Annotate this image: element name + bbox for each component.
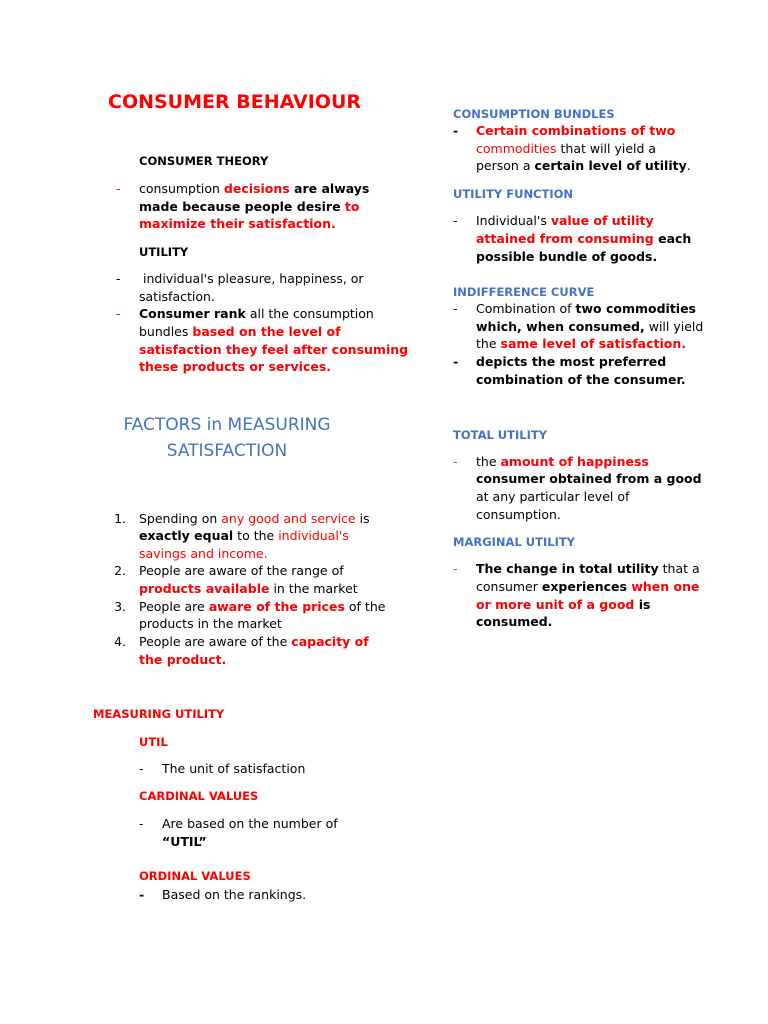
bullet-dash: -	[453, 561, 458, 576]
factor-3-line-1: People are aware of the prices of the	[139, 599, 386, 614]
bullet-dash: -	[453, 301, 458, 316]
factors-heading	[77, 412, 377, 464]
list-number: 3.	[114, 599, 126, 614]
total-utility-line-3: at any particular level of	[476, 489, 630, 504]
factor-1-line-2: exactly equal to the individual's	[139, 528, 349, 543]
list-number: 1.	[114, 511, 126, 526]
indifference-bullet-2-line-1: depicts the most preferred	[476, 354, 667, 369]
util-heading: UTIL	[139, 735, 168, 749]
utility-function-heading: UTILITY FUNCTION	[453, 187, 574, 201]
marginal-utility-heading: MARGINAL UTILITY	[453, 535, 576, 549]
bullet-dash: -	[116, 181, 121, 196]
cardinal-line-1: Are based on the number of	[162, 816, 338, 831]
indifference-curve-heading: INDIFFERENCE CURVE	[453, 285, 595, 299]
utility-bullet-2-line-2: bundles based on the level of	[139, 324, 341, 339]
factor-1-line-1: Spending on any good and service is	[139, 511, 370, 526]
utility-bullet-1-line-1: individual's pleasure, happiness, or	[143, 271, 364, 286]
bundles-line-1: Certain combinations of two	[476, 123, 676, 138]
utility-function-line-2: attained from consuming each	[476, 231, 692, 246]
utility-function-line-1: Individual's value of utility	[476, 213, 654, 228]
marginal-utility-line-1: The change in total utility that a	[476, 561, 700, 576]
ordinal-text: Based on the rankings.	[162, 887, 307, 902]
marginal-utility-line-3: or more unit of a good is	[476, 597, 651, 612]
bullet-dash: -	[453, 354, 459, 369]
cardinal-values-heading: CARDINAL VALUES	[139, 789, 259, 803]
factor-2-line-2: products available in the market	[139, 581, 358, 596]
factor-3-line-2: products in the market	[139, 616, 282, 631]
consumer-theory-line-1: consumption decisions are always	[139, 181, 370, 196]
indifference-bullet-2-line-2: combination of the consumer.	[476, 372, 686, 387]
total-utility-heading: TOTAL UTILITY	[453, 428, 548, 442]
consumption-bundles-heading: CONSUMPTION BUNDLES	[453, 107, 615, 121]
indifference-bullet-1-line-2: which, when consumed, will yield	[476, 319, 704, 334]
consumer-theory-heading: CONSUMER THEORY	[139, 154, 269, 168]
bullet-dash: -	[453, 454, 458, 469]
utility-bullet-2-line-3: satisfaction they feel after consuming	[139, 342, 409, 357]
factor-4-line-2: the product.	[139, 652, 227, 667]
utility-bullet-2-line-4: these products or services.	[139, 359, 332, 374]
bullet-dash: -	[453, 213, 458, 228]
bullet-dash: -	[139, 887, 145, 902]
factor-2-line-1: People are aware of the range of	[139, 563, 344, 578]
page-title: CONSUMER BEHAVIOUR	[108, 91, 362, 113]
utility-bullet-2-line-1: Consumer rank all the consumption	[139, 306, 374, 321]
bundles-line-3: person a certain level of utility.	[476, 158, 691, 173]
bullet-dash: -	[116, 306, 121, 321]
factor-1-line-3: savings and income.	[139, 546, 268, 561]
measuring-utility-heading: MEASURING UTILITY	[93, 707, 225, 721]
indifference-bullet-1-line-3: the same level of satisfaction.	[476, 336, 686, 351]
bullet-dash: -	[116, 271, 121, 286]
bullet-dash: -	[453, 123, 459, 138]
indifference-bullet-1-line-1: Combination of two commodities	[476, 301, 696, 316]
factors-heading-line-2: SATISFACTION	[166, 441, 288, 461]
utility-bullet-1-line-2: satisfaction.	[139, 289, 215, 304]
util-text: The unit of satisfaction	[162, 761, 306, 776]
list-number: 4.	[114, 634, 126, 649]
bullet-dash: -	[139, 816, 144, 831]
total-utility-line-1: the amount of happiness	[476, 454, 649, 469]
marginal-utility-line-4: consumed.	[476, 614, 553, 629]
total-utility-line-2: consumer obtained from a good	[476, 471, 702, 486]
factors-heading-line-1: FACTORS in MEASURING	[123, 415, 331, 435]
consumer-theory-line-3: maximize their satisfaction.	[139, 216, 336, 231]
ordinal-values-heading: ORDINAL VALUES	[139, 869, 251, 883]
utility-heading: UTILITY	[139, 245, 189, 259]
factor-4-line-1: People are aware of the capacity of	[139, 634, 369, 649]
cardinal-line-2: “UTIL”	[162, 834, 207, 849]
utility-function-line-3: possible bundle of goods.	[476, 249, 658, 264]
bullet-dash: -	[139, 761, 144, 776]
total-utility-line-4: consumption.	[476, 507, 561, 522]
bundles-line-2: commodities that will yield a	[476, 141, 657, 156]
marginal-utility-line-2: consumer experiences when one	[476, 579, 700, 594]
consumer-theory-line-2: made because people desire to	[139, 199, 360, 214]
list-number: 2.	[114, 563, 126, 578]
